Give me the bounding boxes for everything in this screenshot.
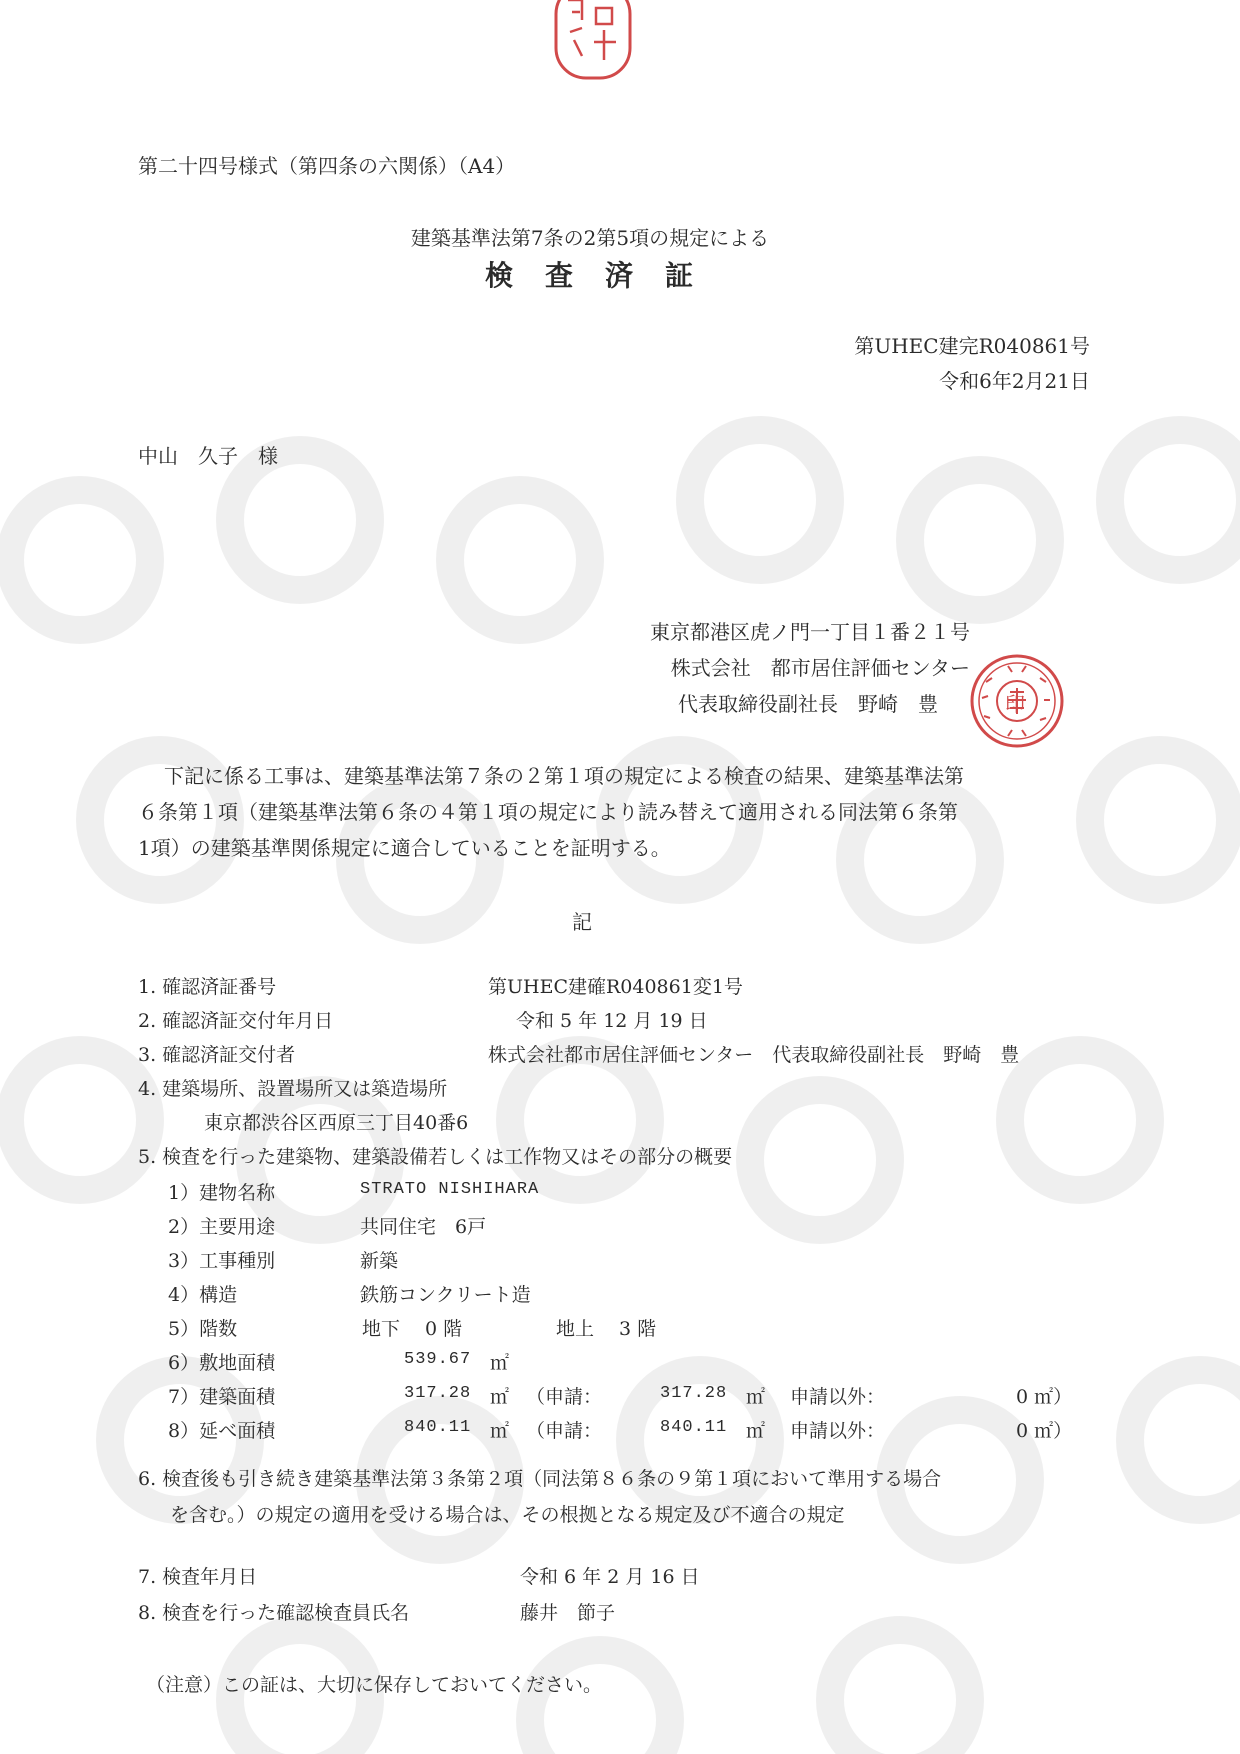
floors-above: 地上 3 階 xyxy=(556,1318,657,1340)
item-3-value: 株式会社都市居住評価センター 代表取締役副社長 野崎 豊 xyxy=(488,1044,1020,1066)
ki-heading: 記 xyxy=(572,910,592,934)
site-area-unit: ㎡ xyxy=(490,1352,510,1374)
building-area-apply-value: 317.28 xyxy=(660,1384,728,1403)
company-seal-stamp xyxy=(968,652,1066,750)
form-label: 第二十四号様式（第四条の六関係）（A4） xyxy=(138,154,516,178)
building-area-unit: ㎡ xyxy=(490,1386,510,1408)
main-use-value: 共同住宅 6戸 xyxy=(360,1216,487,1238)
main-use-label: 2）主要用途 xyxy=(168,1216,276,1238)
structure-label: 4）構造 xyxy=(168,1284,238,1306)
certificate-number: 第UHEC建完R040861号 xyxy=(854,334,1090,358)
floor-area-label: 8）延べ面積 xyxy=(168,1420,276,1442)
work-type-label: 3）工事種別 xyxy=(168,1250,276,1272)
work-type-value: 新築 xyxy=(360,1250,399,1272)
floors-label: 5）階数 xyxy=(168,1318,238,1340)
item-2-label: 2. 確認済証交付年月日 xyxy=(138,1010,334,1032)
issuer-address: 東京都港区虎ノ門一丁目１番２１号 xyxy=(650,620,970,644)
floor-area-apply-value: 840.11 xyxy=(660,1418,728,1437)
item-4-value: 東京都渋谷区西原三丁目40番6 xyxy=(204,1112,469,1134)
body-line-3: 1項）の建築基準関係規定に適合していることを証明する。 xyxy=(138,836,671,860)
structure-value: 鉄筋コンクリート造 xyxy=(360,1284,531,1306)
top-seal-stamp xyxy=(552,0,634,84)
floor-area-value: 840.11 xyxy=(404,1418,472,1437)
item-3-label: 3. 確認済証交付者 xyxy=(138,1044,296,1066)
building-area-apply-label: （申請： xyxy=(526,1386,603,1408)
addressee: 中山 久子 様 xyxy=(138,444,278,468)
floor-area-apply-unit: ㎡ xyxy=(746,1420,766,1442)
building-area-value: 317.28 xyxy=(404,1384,472,1403)
item-5-label: 5. 検査を行った建築物、建築設備若しくは工作物又はその部分の概要 xyxy=(138,1146,733,1168)
building-area-other-label: 申請以外： xyxy=(790,1386,886,1408)
body-line-1: 下記に係る工事は、建築基準法第７条の２第１項の規定による検査の結果、建築基準法第 xyxy=(164,764,964,788)
floor-area-other-label: 申請以外： xyxy=(790,1420,886,1442)
item-4-label: 4. 建築場所、設置場所又は築造場所 xyxy=(138,1078,448,1100)
item-8-label: 8. 検査を行った確認検査員氏名 xyxy=(138,1602,410,1624)
law-basis: 建築基準法第7条の2第5項の規定による xyxy=(410,226,770,250)
item-7-value: 令和 6 年 2 月 16 日 xyxy=(520,1566,700,1588)
item-8-value: 藤井 節子 xyxy=(520,1602,616,1624)
item-6-label-cont: を含む。）の規定の適用を受ける場合は、その根拠となる規定及び不適合の規定 xyxy=(170,1504,845,1526)
building-name-label: 1）建物名称 xyxy=(168,1182,276,1204)
item-6-label: 6. 検査後も引き続き建築基準法第３条第２項（同法第８６条の９第１項において準用する場合 xyxy=(138,1468,942,1490)
issue-date: 令和6年2月21日 xyxy=(939,369,1090,393)
building-area-label: 7）建築面積 xyxy=(168,1386,276,1408)
caution-note: （注意）この証は、大切に保存しておいてください。 xyxy=(146,1674,603,1696)
issuer-representative: 代表取締役副社長 野崎 豊 xyxy=(678,692,938,716)
building-area-apply-unit: ㎡ xyxy=(746,1386,766,1408)
page-title: 検 査 済 証 xyxy=(484,259,695,292)
floor-area-unit: ㎡ xyxy=(490,1420,510,1442)
item-1-value: 第UHEC建確R040861変1号 xyxy=(488,976,743,998)
floors-below: 地下 0 階 xyxy=(362,1318,463,1340)
floor-area-apply-label: （申請： xyxy=(526,1420,603,1442)
issuer-company: 株式会社 都市居住評価センター xyxy=(670,656,970,680)
site-area-label: 6）敷地面積 xyxy=(168,1352,276,1374)
floor-area-other-value: 0 ㎡） xyxy=(1016,1420,1073,1442)
building-area-other-value: 0 ㎡） xyxy=(1016,1386,1073,1408)
item-2-value: 令和 5 年 12 月 19 日 xyxy=(516,1010,708,1032)
body-line-2: ６条第１項（建築基準法第６条の４第１項の規定により読み替えて適用される同法第６条第 xyxy=(138,800,958,824)
item-1-label: 1. 確認済証番号 xyxy=(138,976,277,998)
item-7-label: 7. 検査年月日 xyxy=(138,1566,258,1588)
seal-mark: 印 xyxy=(1005,692,1025,716)
site-area-value: 539.67 xyxy=(404,1350,472,1369)
building-name-value: STRATO NISHIHARA xyxy=(360,1180,540,1199)
